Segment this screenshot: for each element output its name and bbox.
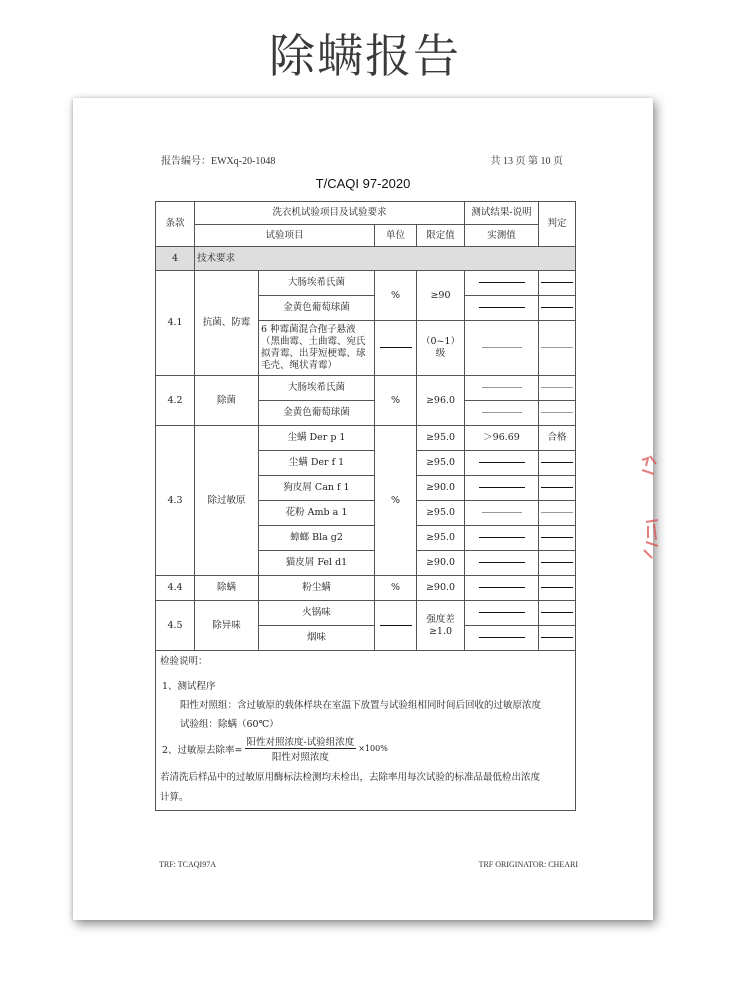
report-page (73, 98, 653, 920)
formula-prefix: 2、过敏原去除率= (162, 744, 243, 756)
page-info: 共 13 页 第 10 页 (490, 156, 563, 167)
judge-cell (539, 271, 576, 296)
dash-mark (541, 387, 573, 388)
item-cell: 猫皮屑 Fel d1 (259, 551, 375, 576)
item-cell: 大肠埃希氏菌 (259, 376, 375, 401)
red-seal-stamp-fragment (636, 450, 666, 570)
dash-mark (380, 625, 412, 626)
header-limit: 限定值 (417, 225, 465, 247)
measured-cell (465, 501, 539, 526)
judge-cell (539, 376, 576, 401)
header-clause: 条款 (156, 202, 195, 247)
item-cell: 金黄色葡萄球菌 (259, 296, 375, 321)
measured-cell (465, 296, 539, 321)
limit-cell: ≥96.0 (417, 376, 465, 426)
measured-cell (465, 401, 539, 426)
notes-title: 检验说明： (160, 656, 208, 667)
dash-mark (479, 537, 525, 538)
judge-cell (539, 626, 576, 651)
dash-mark (479, 307, 525, 308)
limit-cell: 强度差≥1.0 (417, 601, 465, 651)
standard-code: T/CAQI 97-2020 (315, 176, 411, 191)
measured-cell (465, 271, 539, 296)
header-measured: 实测值 (465, 225, 539, 247)
header-unit: 单位 (375, 225, 417, 247)
dash-mark (541, 562, 573, 563)
formula-numerator: 阳性对照浓度-试验组浓度 (245, 734, 357, 749)
item-cell: 金黄色葡萄球菌 (259, 401, 375, 426)
unit-cell: % (375, 426, 417, 576)
measured-cell (465, 526, 539, 551)
unit-cell (375, 321, 417, 376)
judge-cell (539, 501, 576, 526)
measured-cell: ＞96.69 (465, 426, 539, 451)
dash-mark (541, 612, 573, 613)
judge-cell (539, 476, 576, 501)
limit-cell: ≥95.0 (417, 451, 465, 476)
dash-mark (479, 282, 525, 283)
judge-cell (539, 601, 576, 626)
measured-cell (465, 576, 539, 601)
clause-4-1-name: 抗菌、防霉 (195, 271, 259, 376)
clause-4-2: 4.2 (156, 376, 195, 426)
unit-cell (375, 601, 417, 651)
footer-right: TRF ORIGINATOR: CHEARI (478, 860, 578, 869)
item-cell: 尘螨 Der f 1 (259, 451, 375, 476)
dash-mark (380, 347, 412, 348)
limit-cell: ≥95.0 (417, 501, 465, 526)
judge-cell (539, 551, 576, 576)
dash-mark (541, 512, 573, 513)
dash-mark (482, 347, 522, 348)
page-title: 除螨报告 (269, 29, 461, 83)
item-cell: 狗皮屑 Can f 1 (259, 476, 375, 501)
judge-cell (539, 526, 576, 551)
formula-fraction (245, 734, 357, 763)
dash-mark (482, 387, 522, 388)
notes-step-1: 1、测试程序 (162, 681, 216, 692)
item-cell: 粉尘螨 (259, 576, 375, 601)
notes-positive-control: 阳性对照组：含过敏原的载体样块在室温下放置与试验组相同时间后回收的过敏原浓度 (180, 700, 542, 711)
dash-mark (479, 562, 525, 563)
formula-suffix: ×100% (358, 744, 388, 753)
dash-mark (479, 487, 525, 488)
dash-mark (541, 537, 573, 538)
clause-4-4-name: 除螨 (195, 576, 259, 601)
notes-undetected-a: 若清洗后样品中的过敏原用酶标法检测均未检出，去除率用每次试验的标准品最低检出浓度 (160, 772, 541, 783)
dash-mark (479, 637, 525, 638)
limit-cell: ≥90.0 (417, 576, 465, 601)
item-cell: 花粉 Amb a 1 (259, 501, 375, 526)
inspection-notes (155, 651, 576, 811)
header-result: 测试结果-说明 (465, 202, 539, 225)
item-cell: 烟味 (259, 626, 375, 651)
removal-rate-formula (162, 734, 388, 763)
clause-4-3-name: 除过敏原 (195, 426, 259, 576)
section-number: 4 (156, 247, 195, 271)
dash-mark (479, 462, 525, 463)
section-title: 技术要求 (195, 247, 576, 271)
measured-cell (465, 376, 539, 401)
item-cell: 尘螨 Der p 1 (259, 426, 375, 451)
measured-cell (465, 451, 539, 476)
footer-left: TRF: TCAQI97A (159, 860, 216, 869)
item-cell: 6 种霉菌混合孢子悬液（黑曲霉、土曲霉、宛氏拟青霉、出芽短梗霉、球毛壳、绳状青霉） (259, 321, 375, 376)
limit-cell: ≥90.0 (417, 551, 465, 576)
limit-cell: ≥90 (417, 271, 465, 321)
clause-4-2-name: 除菌 (195, 376, 259, 426)
measured-cell (465, 601, 539, 626)
test-table (155, 201, 576, 651)
judge-cell: 合格 (539, 426, 576, 451)
judge-cell (539, 296, 576, 321)
clause-4-5-name: 除异味 (195, 601, 259, 651)
header-judge: 判定 (539, 202, 576, 247)
notes-undetected-b: 计算。 (160, 792, 189, 803)
clause-4-5: 4.5 (156, 601, 195, 651)
item-cell: 蟑螂 Bla g2 (259, 526, 375, 551)
judge-cell (539, 451, 576, 476)
unit-cell: % (375, 271, 417, 321)
dash-mark (541, 307, 573, 308)
limit-cell: ≥90.0 (417, 476, 465, 501)
dash-mark (482, 512, 522, 513)
unit-cell: % (375, 576, 417, 601)
header-item: 试验项目 (195, 225, 375, 247)
dash-mark (541, 637, 573, 638)
measured-cell (465, 551, 539, 576)
judge-cell (539, 321, 576, 376)
limit-cell: （0~1）级 (417, 321, 465, 376)
dash-mark (541, 487, 573, 488)
measured-cell (465, 321, 539, 376)
dash-mark (541, 587, 573, 588)
limit-cell: ≥95.0 (417, 526, 465, 551)
item-cell: 火锅味 (259, 601, 375, 626)
measured-cell (465, 626, 539, 651)
clause-4-1: 4.1 (156, 271, 195, 376)
clause-4-4: 4.4 (156, 576, 195, 601)
measured-cell (465, 476, 539, 501)
header-main: 洗衣机试验项目及试验要求 (195, 202, 465, 225)
formula-denominator: 阳性对照浓度 (271, 752, 329, 763)
unit-cell: % (375, 376, 417, 426)
dash-mark (479, 587, 525, 588)
notes-test-group: 试验组：除螨（60℃） (180, 719, 279, 730)
dash-mark (482, 412, 522, 413)
clause-4-3: 4.3 (156, 426, 195, 576)
dash-mark (541, 412, 573, 413)
item-cell: 大肠埃希氏菌 (259, 271, 375, 296)
dash-mark (541, 462, 573, 463)
dash-mark (541, 347, 573, 348)
judge-cell (539, 401, 576, 426)
dash-mark (541, 282, 573, 283)
report-number: 报告编号：EWXq-20-1048 (161, 156, 276, 167)
limit-cell: ≥95.0 (417, 426, 465, 451)
dash-mark (479, 612, 525, 613)
judge-cell (539, 576, 576, 601)
